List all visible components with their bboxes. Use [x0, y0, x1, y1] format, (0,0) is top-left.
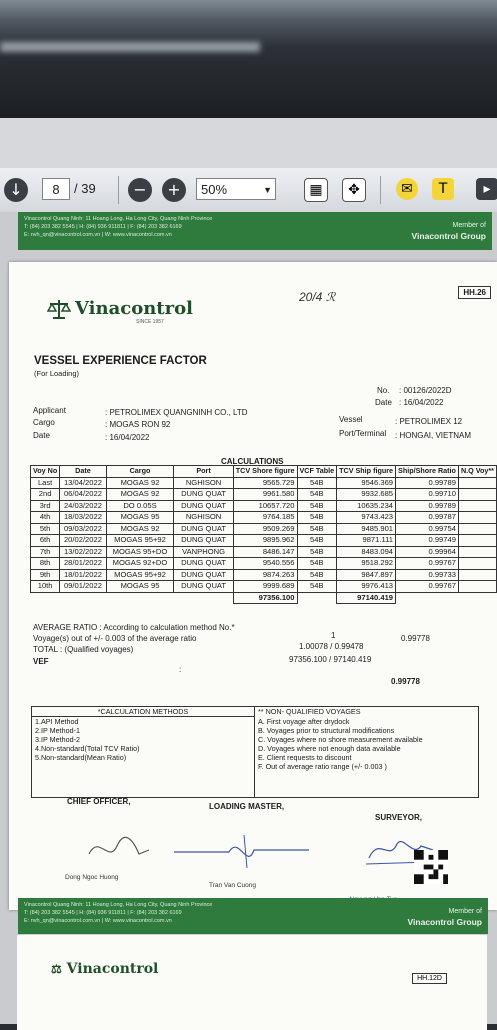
table-cell: 06/04/2022 — [60, 489, 106, 501]
non-qualified-item: F. Out of average ratio range (+/- 0.003 ) — [258, 762, 387, 771]
table-cell: 0.99789 — [396, 500, 459, 512]
next-logo-text: Vinacontrol — [66, 961, 159, 977]
table-cell: DO 0.05S — [106, 500, 174, 512]
table-cell: 8483.094 — [337, 546, 396, 558]
table-cell: 28/01/2022 — [60, 558, 106, 570]
footer-group-name: Vinacontrol Group — [407, 917, 482, 927]
table-cell — [458, 500, 496, 512]
table-cell: 0.99749 — [396, 535, 459, 547]
fit-page-icon[interactable]: ▦ — [304, 178, 328, 202]
table-cell: 0.99787 — [396, 512, 459, 524]
table-row — [31, 569, 497, 581]
calculation-method-item: 2.IP Method-1 — [35, 726, 81, 735]
table-cell — [458, 535, 496, 547]
chevron-down-icon: ▼ — [263, 185, 272, 195]
cargo-label: Cargo — [33, 418, 55, 427]
total-cell: 97140.419 — [337, 592, 396, 604]
chief-officer-signature — [79, 824, 159, 868]
no-label: No. — [377, 386, 390, 395]
col-header: Port — [174, 466, 233, 478]
form-code: HH.26 — [458, 286, 491, 299]
col-header: VCF Table — [297, 466, 337, 478]
monitor-bezel — [0, 0, 497, 118]
table-header-row — [31, 466, 497, 478]
voyages-out-value: 1.00078 / 0.99478 — [299, 642, 364, 651]
scales-icon: ⚖ — [51, 962, 62, 976]
zoom-out-icon[interactable]: − — [128, 178, 152, 202]
table-cell: MOGAS 95 — [106, 512, 174, 524]
table-cell: 8486.147 — [233, 546, 297, 558]
pdf-toolbar — [0, 168, 497, 213]
table-cell: 0.99789 — [396, 477, 459, 489]
table-cell: 54B — [297, 523, 337, 535]
col-header: Date — [60, 466, 106, 478]
footer-member-label: Member of — [448, 908, 482, 915]
table-cell: 13/02/2022 — [60, 546, 106, 558]
loading-master-label: LOADING MASTER, — [209, 802, 285, 811]
separator — [118, 176, 119, 204]
table-total-row — [31, 592, 497, 604]
table-cell: 0.99754 — [396, 523, 459, 535]
more-tools-icon[interactable]: ▸ — [476, 178, 497, 200]
logo-text: Vinacontrol — [75, 298, 193, 319]
table-cell: 54B — [297, 546, 337, 558]
average-ratio-label: AVERAGE RATIO : According to calculation method No.* — [33, 623, 235, 632]
surveyor-label: SURVEYOR, — [375, 813, 422, 822]
table-cell: 9518.292 — [337, 558, 396, 570]
page-number-input[interactable]: 8 — [42, 178, 70, 200]
page-header-banner — [18, 212, 492, 250]
since-label: SINCE 1957 — [136, 319, 164, 325]
table-cell: 9485.901 — [337, 523, 396, 535]
table-cell: 9509.269 — [233, 523, 297, 535]
calculation-methods-title: *CALCULATION METHODS — [32, 707, 254, 717]
calculations-table — [30, 465, 497, 604]
table-cell: MOGAS 92 — [106, 523, 174, 535]
table-cell: 9871.111 — [337, 535, 396, 547]
table-cell: 9932.685 — [337, 489, 396, 501]
date-label: Date — [375, 398, 392, 407]
non-qualified-item: E. Client requests to discount — [258, 753, 352, 762]
empty-cell — [31, 592, 234, 604]
col-header: TCV Shore figure — [233, 466, 297, 478]
col-header: TCV Ship figure — [337, 466, 396, 478]
table-cell: DUNG QUAT — [174, 558, 233, 570]
group-name: Vinacontrol Group — [411, 231, 486, 241]
total-label: TOTAL : (Qualified voyages) — [33, 645, 134, 654]
table-cell: 54B — [297, 500, 337, 512]
table-cell: DUNG QUAT — [174, 500, 233, 512]
zoom-select[interactable] — [196, 178, 276, 200]
non-qualified-item: D. Voyages where not enough data available — [258, 744, 401, 753]
total-cell: 97356.100 — [233, 592, 297, 604]
table-cell: DUNG QUAT — [174, 569, 233, 581]
table-cell: 2nd — [31, 489, 60, 501]
non-qualified-item: A. First voyage after drydock — [258, 717, 350, 726]
port-label: Port/Terminal — [339, 429, 387, 438]
calculation-method-item: 4.Non-standard(Total TCV Ratio) — [35, 744, 140, 753]
table-cell: 54B — [297, 558, 337, 570]
no-value: : 00126/2022D — [399, 386, 452, 395]
col-header: Ship/Shore Ratio — [396, 466, 459, 478]
empty-cell — [297, 592, 337, 604]
table-cell — [458, 477, 496, 489]
highlight-text-icon[interactable]: T — [432, 178, 454, 200]
non-qualified-item: C. Voyages where no shore measurement available — [258, 735, 423, 744]
table-cell: 0.99767 — [396, 581, 459, 593]
table-cell: 9874.263 — [233, 569, 297, 581]
footer-address-3: E: nvh_qn@vinacontrol.com.vn | W: www.vinacontrol.com.vn — [24, 918, 172, 924]
table-row — [31, 477, 497, 489]
table-cell: 9895.962 — [233, 535, 297, 547]
non-qualified-voyages — [255, 707, 477, 797]
table-cell: 9976.413 — [337, 581, 396, 593]
address-line-3: E: nvh_qn@vinacontrol.com.vn | W: www.vinacontrol.com.vn — [24, 232, 172, 238]
table-cell: 18/03/2022 — [60, 512, 106, 524]
separator — [380, 176, 381, 204]
table-row — [31, 500, 497, 512]
table-cell: 10th — [31, 581, 60, 593]
qr-code-icon — [414, 850, 448, 884]
table-cell: MOGAS 92+DO — [106, 558, 174, 570]
table-cell: 0.99964 — [396, 546, 459, 558]
table-cell: 20/02/2022 — [60, 535, 106, 547]
scales-icon — [47, 298, 71, 320]
loading-master-name: Tran Van Cuong — [209, 882, 256, 889]
page-down-icon[interactable]: ↓ — [4, 178, 28, 202]
table-row — [31, 546, 497, 558]
page-footer-banner — [18, 898, 488, 934]
address-line-1: Vinacontrol Quang Ninh: 11 Hoang Long, Ha Long City, Quang Ninh Province — [24, 216, 213, 222]
table-row — [31, 489, 497, 501]
page-subtitle: (For Loading) — [34, 369, 80, 378]
table-cell: VANPHONG — [174, 546, 233, 558]
table-cell: 9546.369 — [337, 477, 396, 489]
doc-date-label: Date — [33, 431, 50, 440]
table-cell: 0.99710 — [396, 489, 459, 501]
calculation-method-item: 3.IP Method-2 — [35, 735, 81, 744]
zoom-in-icon[interactable]: + — [162, 178, 186, 202]
table-row — [31, 512, 497, 524]
footer-address-2: T: (84) 203 382 5545 | H: (84) 936 911811 | F: (84) 203 382 6169 — [24, 910, 182, 916]
table-cell: NGHISON — [174, 512, 233, 524]
col-header: Voy No — [31, 466, 60, 478]
table-cell: 10657.720 — [233, 500, 297, 512]
table-cell — [458, 581, 496, 593]
next-document-page — [17, 935, 487, 1030]
table-cell: 54B — [297, 477, 337, 489]
table-cell: 9764.185 — [233, 512, 297, 524]
doc-date-value: : 16/04/2022 — [105, 433, 150, 442]
table-cell: 18/01/2022 — [60, 569, 106, 581]
port-value: : HONGAI, VIETNAM — [395, 431, 472, 440]
table-cell: MOGAS 92 — [106, 477, 174, 489]
table-cell — [458, 489, 496, 501]
page-title: VESSEL EXPERIENCE FACTOR — [34, 355, 207, 367]
vessel-value: : PETROLIMEX 12 — [395, 417, 463, 426]
average-ratio-value: 0.99778 — [401, 634, 430, 643]
table-cell: Last — [31, 477, 60, 489]
member-of-label: Member of — [452, 222, 486, 229]
table-cell: MOGAS 95 — [106, 581, 174, 593]
table-cell: 6th — [31, 535, 60, 547]
table-cell: 8th — [31, 558, 60, 570]
table-cell: MOGAS 95+92 — [106, 535, 174, 547]
table-cell: 9743.423 — [337, 512, 396, 524]
table-cell: DUNG QUAT — [174, 581, 233, 593]
empty-cell — [396, 592, 497, 604]
table-cell: 9847.897 — [337, 569, 396, 581]
fit-width-icon[interactable]: ✥ — [342, 178, 366, 202]
table-cell: 24/03/2022 — [60, 500, 106, 512]
vef-colon: : — [179, 665, 182, 674]
table-cell: 9540.556 — [233, 558, 297, 570]
average-method: 1 — [331, 631, 336, 640]
applicant-value: : PETROLIMEX QUANGNINH CO., LTD — [105, 408, 248, 417]
table-cell: 0.99733 — [396, 569, 459, 581]
table-cell: 09/01/2022 — [60, 581, 106, 593]
table-cell: 09/03/2022 — [60, 523, 106, 535]
calculations-heading: CALCULATIONS — [221, 457, 284, 466]
table-cell: 54B — [297, 489, 337, 501]
table-cell: 4th — [31, 512, 60, 524]
document-page — [9, 262, 497, 910]
handwritten-date: 20/4 ℛ — [299, 290, 336, 304]
voyages-out-label: Voyage(s) out of +/- 0.003 of the average ratio — [33, 634, 197, 643]
calculation-method-item: 1.API Method — [35, 717, 79, 726]
table-cell — [458, 558, 496, 570]
table-cell: DUNG QUAT — [174, 535, 233, 547]
table-row — [31, 523, 497, 535]
chief-officer-name: Dong Ngoc Huong — [65, 874, 119, 881]
table-cell: 0.99767 — [396, 558, 459, 570]
cargo-value: : MOGAS RON 92 — [105, 420, 171, 429]
table-cell: 54B — [297, 535, 337, 547]
table-cell: NGHISON — [174, 477, 233, 489]
table-cell: 7th — [31, 546, 60, 558]
page-total: / 39 — [74, 181, 96, 196]
footer-member-of — [408, 907, 482, 929]
vef-label: VEF — [33, 657, 49, 666]
vessel-label: Vessel — [339, 415, 363, 424]
table-cell — [458, 546, 496, 558]
table-cell: 54B — [297, 569, 337, 581]
table-cell: 54B — [297, 512, 337, 524]
table-cell: 9999.689 — [233, 581, 297, 593]
date-value: : 16/04/2022 — [399, 398, 444, 407]
table-cell: 9961.580 — [233, 489, 297, 501]
table-cell: DUNG QUAT — [174, 523, 233, 535]
table-cell: 5th — [31, 523, 60, 535]
comment-icon[interactable]: ✉ — [396, 178, 418, 200]
vef-value: 0.99778 — [391, 677, 420, 686]
loading-master-signature — [169, 830, 319, 870]
table-cell: 9565.729 — [233, 477, 297, 489]
table-cell: MOGAS 95+92 — [106, 569, 174, 581]
table-cell: 13/04/2022 — [60, 477, 106, 489]
col-header: N.Q Voy** — [458, 466, 496, 478]
table-cell: 3rd — [31, 500, 60, 512]
table-row — [31, 535, 497, 547]
next-page-code: HH.12D — [412, 973, 447, 984]
calculation-methods — [32, 707, 255, 797]
table-cell: 10635.234 — [337, 500, 396, 512]
table-cell: MOGAS 95+DO — [106, 546, 174, 558]
applicant-label: Applicant — [33, 406, 66, 415]
total-value: 97356.100 / 97140.419 — [289, 655, 372, 664]
table-cell: DUNG QUAT — [174, 489, 233, 501]
table-row — [31, 558, 497, 570]
table-cell — [458, 569, 496, 581]
table-cell: 54B — [297, 581, 337, 593]
table-cell: MOGAS 92 — [106, 489, 174, 501]
methods-box — [31, 706, 479, 798]
member-of — [412, 221, 486, 243]
non-qualified-title: ** NON- QUALIFIED VOYAGES — [258, 707, 361, 716]
chief-officer-label: CHIEF OFFICER, — [67, 797, 131, 806]
screen-glare — [0, 42, 260, 52]
calculation-method-item: 5.Non-standard(Mean Ratio) — [35, 753, 127, 762]
col-header: Cargo — [106, 466, 174, 478]
table-row — [31, 581, 497, 593]
table-cell — [458, 512, 496, 524]
address-line-2: T: (84) 203 382 5545 | H: (84) 936 911811 | F: (84) 203 382 6169 — [24, 224, 182, 230]
table-cell — [458, 523, 496, 535]
vinacontrol-logo — [47, 298, 193, 320]
non-qualified-item: B. Voyages prior to structural modifications — [258, 726, 395, 735]
next-page-logo — [51, 961, 158, 977]
zoom-value: 50% — [201, 182, 228, 197]
table-cell: 9th — [31, 569, 60, 581]
footer-address-1: Vinacontrol Quang Ninh: 11 Hoang Long, Ha Long City, Quang Ninh Province — [24, 902, 213, 908]
